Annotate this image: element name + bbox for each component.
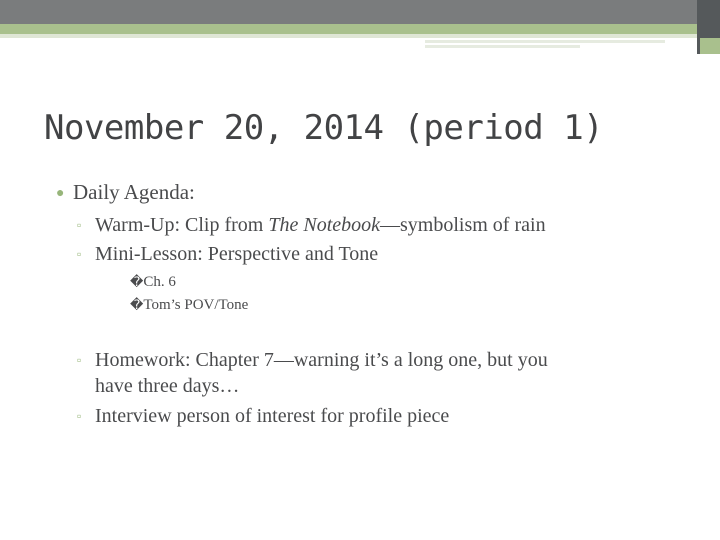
square-bullet-icon: ▫ [77,218,82,232]
subitem-text: Tom’s POV/Tone [143,297,249,313]
replacement-glyph-icon: � [130,298,144,313]
agenda-item-homework-line1: Homework: Chapter 7—warning it’s a long one, but you [95,349,548,371]
header-underline-2 [425,45,580,48]
square-bullet-icon: ▫ [77,409,82,423]
replacement-glyph-icon: � [130,275,144,290]
minilesson-subitem [130,274,176,291]
agenda-item-homework-line2: have three days… [95,375,240,397]
square-bullet-icon: ▫ [77,247,82,261]
header-underline-1 [425,40,665,43]
subitem-text: Ch. 6 [143,274,176,290]
header-band-gray [0,0,720,24]
agenda-item-interview: Interview person of interest for profile piece [95,405,450,427]
header-band-light [0,34,720,38]
square-bullet-icon: ▫ [77,353,82,367]
agenda-item-warmup [95,214,546,237]
minilesson-subitem [130,297,248,314]
slide-title: November 20, 2014 (period 1) [44,108,604,148]
warmup-prefix: Warm-Up: Clip from [95,214,269,236]
warmup-suffix: —symbolism of rain [380,214,546,236]
round-bullet-icon: ● [56,186,65,201]
agenda-heading: Daily Agenda: [73,180,195,204]
header-band-green [0,24,720,34]
warmup-film-title: The Notebook [268,214,381,236]
agenda-item-minilesson: Mini-Lesson: Perspective and Tone [95,243,379,265]
header-corner-green [700,38,720,54]
